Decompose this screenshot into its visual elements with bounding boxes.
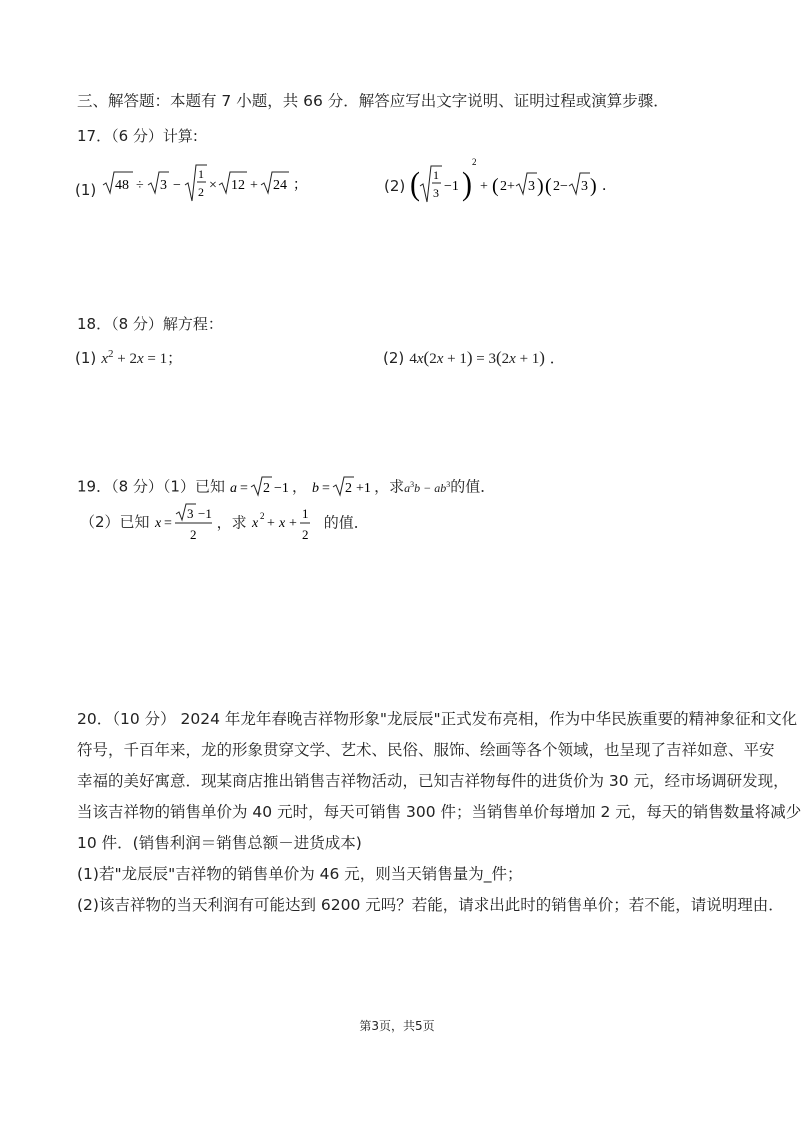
q19-x-value [155,502,217,544]
svg-text:+: + [480,179,489,194]
svg-text:÷: ÷ [136,178,145,193]
q19-part2-prefix: （2）已知 [80,512,150,531]
q18-part2-equation: 4x(2x + 1) = 3(2x + 1) [409,348,545,367]
q19-a-value [230,474,292,500]
q20-part1: (1)若"龙辰辰"吉祥物的销售单价为 46 元，则当天销售量为_件； [77,865,523,883]
svg-text:=: = [322,481,331,496]
svg-text:24: 24 [273,178,288,193]
svg-text:): ) [537,175,545,197]
q19-b-value [312,474,374,500]
svg-text:1: 1 [301,506,309,521]
page-footer: 第3页，共5页 [359,1019,435,1033]
svg-text:3: 3 [433,186,440,200]
q17-part2-expression [410,158,620,206]
q17-part1 [75,163,308,205]
q20-line-5: 10 件．(销售利润＝销售总额－进货成本) [77,834,362,852]
svg-text:b: b [312,481,320,496]
svg-text:): ) [462,164,473,202]
q20-line-3: 幸福的美好寓意．现某商店推出销售吉祥物活动，已知吉祥物每件的进货价为 30 元，经市场调研发现， [77,772,789,790]
svg-text:=: = [163,516,172,531]
svg-text:−1: −1 [274,481,289,496]
svg-text:2: 2 [259,511,265,521]
q17-part1-expression [101,163,308,205]
svg-text:+: + [288,516,297,531]
q18-title: 18．（8 分）解方程： [77,315,223,333]
svg-text:1: 1 [198,167,205,181]
svg-text:2: 2 [263,481,271,496]
svg-text:1: 1 [433,168,440,182]
svg-text:12: 12 [231,178,246,193]
svg-text:x: x [154,516,161,531]
svg-text:a: a [230,481,238,496]
svg-text:3: 3 [186,506,194,521]
q20-part2: (2)该吉祥物的当天利润有可能达到 6200 元吗？若能，请求出此时的销售单价；若不能，请说明理由． [77,896,784,914]
svg-text:(: ( [545,175,553,197]
q18-part1-equation: $x^2 + 2x = 1$ [101,348,168,367]
q19-expression1: $a^3b - ab^3$ [404,479,451,495]
svg-text:(: ( [410,164,421,202]
q17-part2-label: (2) [384,176,406,195]
svg-text:+1: +1 [356,481,372,496]
svg-text:(: ( [492,175,500,197]
q19-ask1-end: 的值． [450,477,496,496]
svg-text:3: 3 [528,179,536,194]
svg-text:2+: 2+ [500,179,516,194]
semicolon: ； [167,349,183,367]
period: ． [544,349,565,367]
svg-text:2−: 2− [553,179,569,194]
q17-part2 [384,158,620,206]
svg-text:+: + [250,178,259,193]
q18-part2 [383,347,565,368]
q17-part1-label: (1) [75,180,97,199]
svg-text:2: 2 [301,527,309,542]
q20-line-4: 当该吉祥物的销售单价为 40 元时，每天可销售 300 件；当销售单价每增加 2 元，每天的销售数量将减少 [77,803,801,821]
q18-part1 [75,347,182,368]
svg-text:48: 48 [115,178,130,193]
q20-line-1: 20．（10 分） 2024 年龙年春晚吉祥物形象"龙辰辰"正式发布亮相，作为中华民族重要的精神象征和文化 [77,710,798,728]
svg-text:．: ． [602,179,617,194]
svg-text:−1: −1 [444,179,460,194]
q18-part1-label: (1) [75,349,97,367]
svg-text:): ) [590,175,598,197]
svg-text:−: − [173,178,182,193]
svg-text:2: 2 [198,185,205,199]
svg-text:+: + [266,516,275,531]
svg-text:；: ； [293,178,308,193]
svg-text:2: 2 [345,481,353,496]
q19-part1 [77,474,495,500]
svg-text:3: 3 [581,179,589,194]
q19-ask2: ，求 [216,513,247,532]
svg-text:2: 2 [189,527,197,542]
q19-expression2 [252,502,324,544]
q19-title: 19．（8 分）（1）已知 [77,477,225,496]
svg-text:=: = [240,481,248,496]
q20-line-2: 符号，千百年来，龙的形象贯穿文学、艺术、民俗、服饰、绘画等各个领域，也呈现了吉祥如意、平安 [77,741,775,759]
svg-text:x: x [251,516,258,531]
q19-ask2-end: 的值． [323,513,369,532]
q19-part2 [80,502,369,544]
svg-text:×: × [209,178,218,193]
svg-text:x: x [278,516,285,531]
svg-text:3: 3 [160,178,168,193]
q17-title: 17．（6 分）计算: [77,127,198,145]
svg-text:−1: −1 [197,506,212,521]
svg-text:2: 2 [472,157,477,167]
q18-part2-label: (2) [383,349,405,367]
section-heading: 三、解答题：本题有 7 小题，共 66 分．解答应写出文字说明、证明过程或演算步骤． [77,92,669,110]
q19-cond-sep: ， [292,477,308,496]
q19-ask1: ，求 [374,477,405,496]
